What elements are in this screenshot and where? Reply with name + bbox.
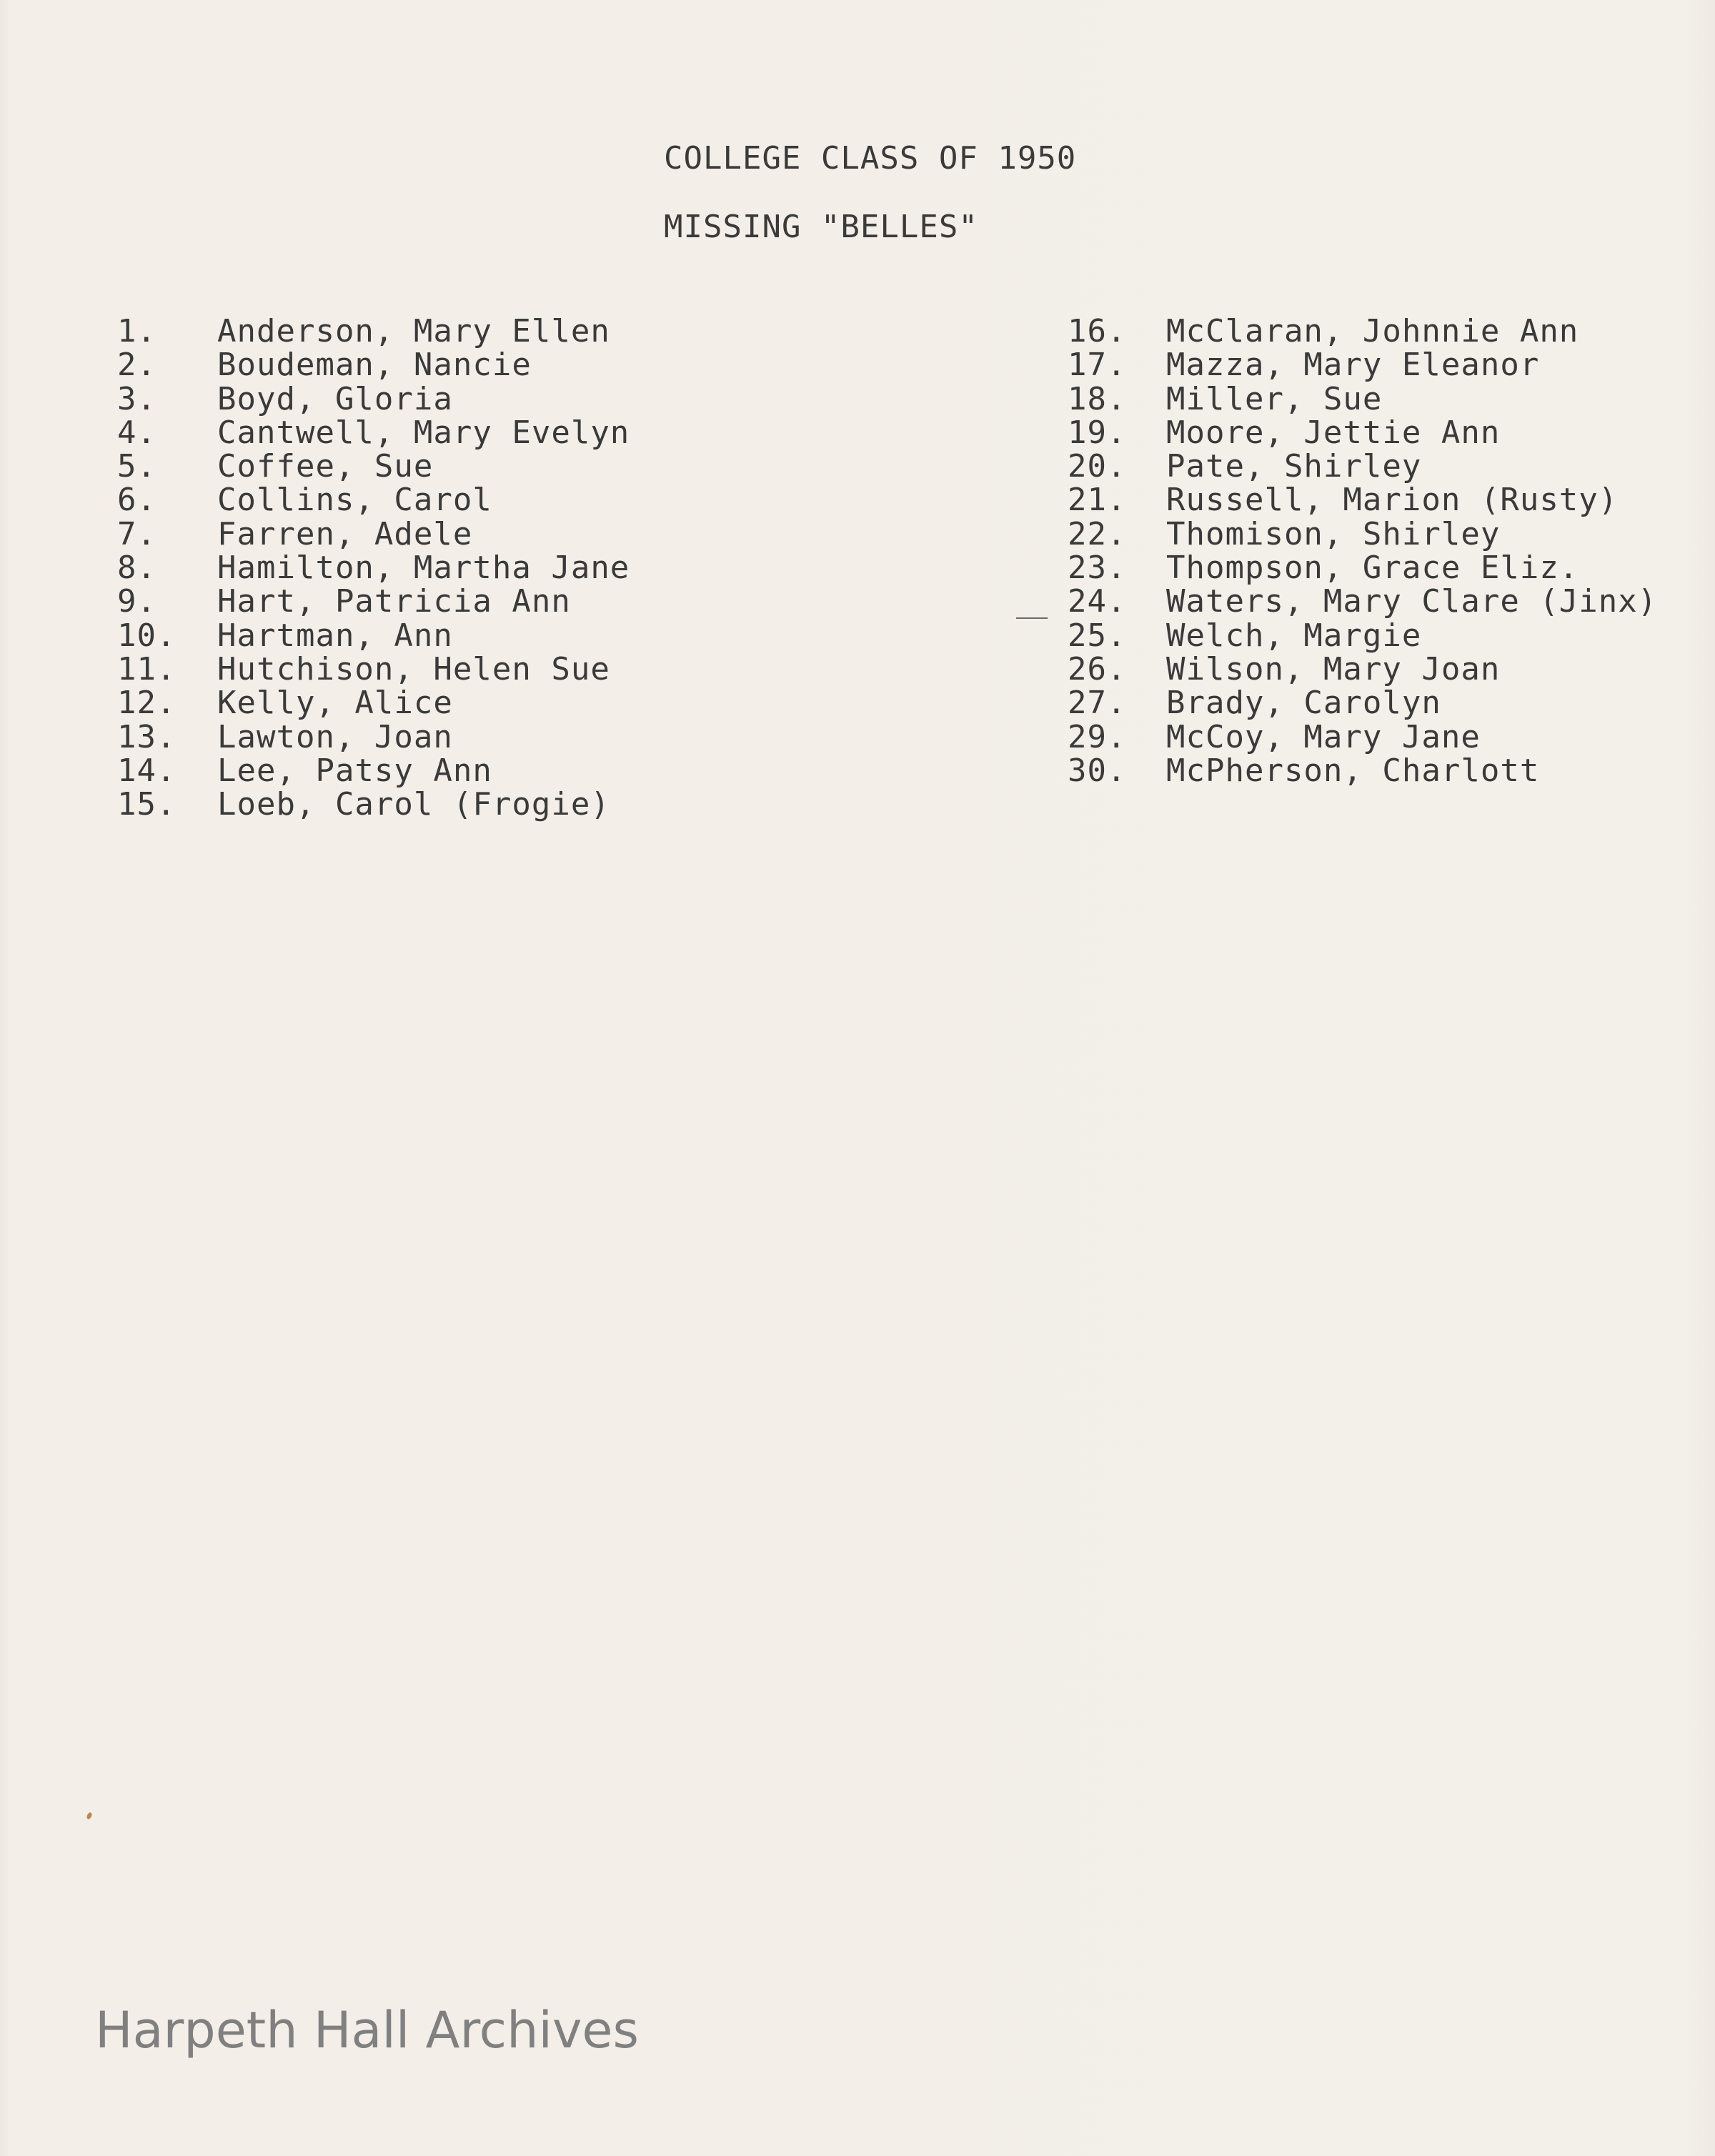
list-item-name: Coffee, Sue: [217, 448, 434, 485]
list-item-number: 8.: [117, 550, 156, 587]
list-item-number: 27.: [1068, 685, 1127, 722]
list-item-name: Hutchison, Helen Sue: [217, 650, 610, 687]
list-item-number: 10.: [117, 617, 177, 654]
list-item-name: Pate, Shirley: [1166, 448, 1422, 485]
list-item-number: 7.: [117, 515, 156, 552]
list-item-name: Thomison, Shirley: [1166, 515, 1501, 552]
list-item-name: Anderson, Mary Ellen: [217, 313, 610, 349]
archive-watermark: Harpeth Hall Archives: [95, 2001, 639, 2060]
list-item-number: 2.: [117, 347, 156, 384]
list-item-number: 3.: [117, 380, 156, 417]
list-item-name: Waters, Mary Clare (Jinx): [1166, 583, 1658, 620]
list-item-name: Brady, Carolyn: [1166, 685, 1441, 722]
document-subtitle: MISSING "BELLES": [664, 209, 978, 245]
list-item-number: 26.: [1068, 650, 1127, 687]
list-item-name: Kelly, Alice: [217, 685, 453, 722]
list-item-number: 22.: [1068, 515, 1127, 552]
list-item-name: Welch, Margie: [1166, 617, 1422, 654]
list-item-name: McPherson, Charlott: [1166, 752, 1540, 789]
list-item-name: Moore, Jettie Ann: [1166, 414, 1501, 451]
list-item-name: Hartman, Ann: [217, 617, 453, 654]
list-item-name: Hart, Patricia Ann: [217, 583, 571, 620]
list-item-number: 12.: [117, 685, 177, 722]
list-item-number: 11.: [117, 650, 177, 687]
list-item-number: 19.: [1068, 414, 1127, 451]
list-item-name: Lawton, Joan: [217, 718, 453, 755]
paper-stain: [86, 1812, 93, 1820]
list-item-number: 6.: [117, 482, 156, 519]
list-item-name: Boudeman, Nancie: [217, 347, 532, 384]
list-item-number: 15.: [117, 786, 177, 823]
list-item-name: McClaran, Johnnie Ann: [1166, 313, 1579, 349]
list-item-name: Thompson, Grace Eliz.: [1166, 550, 1579, 587]
list-item-name: Cantwell, Mary Evelyn: [217, 414, 630, 451]
list-item-name: Wilson, Mary Joan: [1166, 650, 1501, 687]
list-item-number: 5.: [117, 448, 156, 485]
list-item-number: 9.: [117, 583, 156, 620]
list-item-number: 24.: [1068, 583, 1127, 620]
list-item-number: 4.: [117, 414, 156, 451]
list-item-number: 1.: [117, 313, 156, 349]
list-item-name: Farren, Adele: [217, 515, 473, 552]
list-item-number: 23.: [1068, 550, 1127, 587]
list-item-name: Russell, Marion (Rusty): [1166, 482, 1619, 519]
list-item-name: Boyd, Gloria: [217, 380, 453, 417]
list-item-name: Lee, Patsy Ann: [217, 752, 492, 789]
list-item-number: 14.: [117, 752, 177, 789]
list-item-name: Collins, Carol: [217, 482, 492, 519]
list-item-name: Mazza, Mary Eleanor: [1166, 347, 1540, 384]
list-item-number: 18.: [1068, 380, 1127, 417]
list-item-number: 13.: [117, 718, 177, 755]
list-item-number: 17.: [1068, 347, 1127, 384]
list-item-name: McCoy, Mary Jane: [1166, 718, 1481, 755]
list-item-number: 29.: [1068, 718, 1127, 755]
list-item-name: Miller, Sue: [1166, 380, 1383, 417]
margin-tick-mark: [1016, 617, 1048, 619]
list-item-number: 25.: [1068, 617, 1127, 654]
document-title: COLLEGE CLASS OF 1950: [664, 140, 1077, 177]
list-item-name: Loeb, Carol (Frogie): [217, 786, 610, 823]
list-item-name: Hamilton, Martha Jane: [217, 550, 630, 587]
list-item-number: 21.: [1068, 482, 1127, 519]
list-item-number: 20.: [1068, 448, 1127, 485]
list-item-number: 16.: [1068, 313, 1127, 349]
list-item-number: 30.: [1068, 752, 1127, 789]
